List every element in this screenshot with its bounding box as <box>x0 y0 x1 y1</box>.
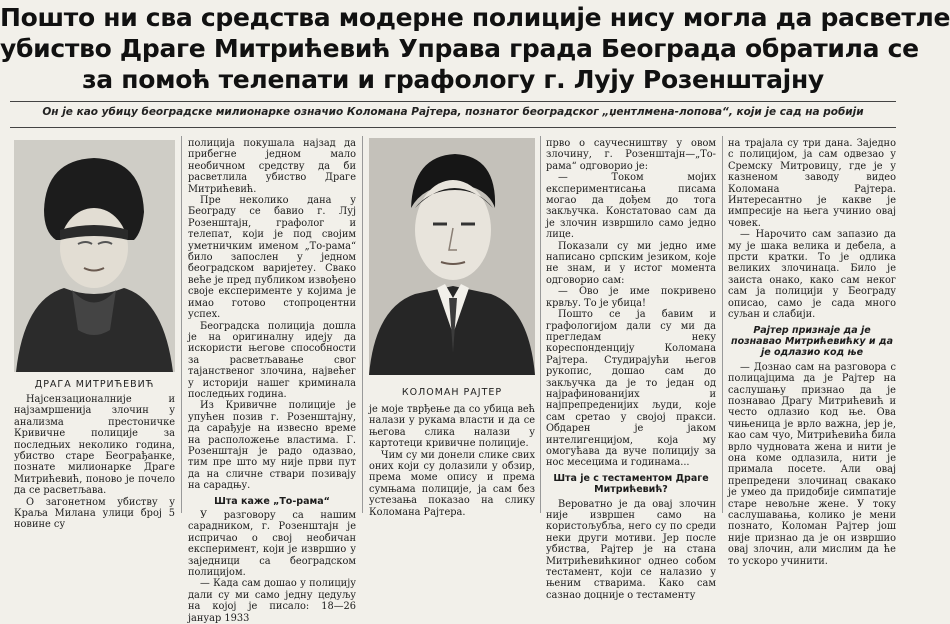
paragraph: Показали су ми једно име написано српским језиком, које не знам, и у истог момента одговорио сам: <box>546 240 716 286</box>
paragraph: Београдска полиција дошла је на оригиналну идеју да искористи његове способности за расветљавање свог тајанственог злочина, највећег у историји нашег криминала последњих година. <box>188 320 356 400</box>
sub-rule <box>10 127 896 128</box>
column-4 <box>728 138 896 567</box>
section-heading: Рајтер признаје да је познавао Митрићевићку и да је одлазио код ње <box>731 324 893 359</box>
column-1 <box>14 394 175 531</box>
paragraph: — Нарочито сам запазио да му је шака велика и дебела, а прсти кратки. То је одлика великих злочинаца. Било је заиста онако, како сам неког сам ја полицији у Београду описао, само је сада много суљан и слабији. <box>728 229 896 321</box>
paragraph: — Ово је име покривено крвљу. То је убица! <box>546 286 716 309</box>
paragraph: полиција покушала најзад да прибегне једном мало необичном средству да би расветлила убиство Драге Митрићевић. <box>188 138 356 195</box>
headline-line-2: убиство Драге Митрићевић Управа града Београда обратила се <box>0 34 919 63</box>
section-heading: Шта каже „То-рама“ <box>214 495 330 507</box>
paragraph: Чим су ми донели слике свих оних који су долазили у обзир, према моме опису и према сумњама полиције, ја сам без устезања показао на слику Коломана Рајтера. <box>369 449 535 518</box>
column-divider <box>362 136 363 513</box>
column-divider <box>722 136 723 513</box>
column-3 <box>546 138 716 601</box>
headline <box>0 2 950 95</box>
paragraph: Из Кривичне полиције је упућен позив г. Розенштајну, да сарађује на извесно време на расположење властима. Г. Розенштајн је радо одазвао, тим пре што му није први пут да на сличне ствари позивају на сарадњу. <box>188 400 356 492</box>
paragraph: на трајала су три дана. Заједно с полицијом, ја сам одвезао у Сремску Митровицу, где је у казненом заводу видео Коломана Рајтера. Интересантно је какве је импресије на њега учинио овај човек. <box>728 138 896 229</box>
column-divider <box>181 136 182 513</box>
column-under-photo <box>369 404 535 518</box>
caption-center-photo: КОЛОМАН РАЈТЕР <box>401 387 503 398</box>
column-divider <box>540 136 541 513</box>
portrait-image <box>369 138 535 375</box>
section-heading: Шта је с тестаментом Драге Митрићевић? <box>553 472 709 496</box>
portrait-koloman-rajter <box>369 138 535 375</box>
portrait-draga-mitricevic <box>14 140 175 372</box>
paragraph: — Када сам дошао у полицију дали су ми само једну цедуљу на којој је писало: 18—26 јануар 1933 <box>188 578 356 624</box>
headline-line-3: за помоћ телепати и графологу г. Лују Розенштајну <box>82 65 824 94</box>
paragraph: О загонетном убиству у Краља Милана улици број 5 новине су <box>14 496 175 531</box>
paragraph: прво о саучесништву у овом злочину, г. Розенштајн—„То-рама“ одговорио је: <box>546 138 716 172</box>
paragraph: Вероватно је да овај злочин није извршен само на користољубља, него су по среди неки други мотиви. Јер после убиства, Рајтер је на стана Митрићевићкиног однео собом тестамент, који се налазио у њеним стварима. Како сам сазнао доцније о тестаменту <box>546 498 716 601</box>
paragraph: Пошто се ја бавим и графологијом дали су ми да прегледам неку кореспонденцију Коломана Рајтера. Студирајући његов рукопис, дошао сам до закључка да је то један од најрафинованијих и најпрепреденијих људи, које сам сретао у својој пракси. Обдарен је јаком интелигенцијом, која му омогућава да вуче полицију за нос месецима и годинама... <box>546 309 716 469</box>
headline-line-1: Пошто ни сва средства модерне полиције нису могла да расветле <box>0 3 950 32</box>
paragraph: Пре неколико дана у Београду се бавио г. Луј Розенштајн, графолог и телепат, који је под својим уметничким именом „То-рама“ било запослен у једном београдском варијетеу. Свако веће је пред публиком извођено своје експерименте у којима је имао готово стопроцентни успех. <box>188 195 356 321</box>
paragraph: — Дознао сам на разговора с полицајцима да је Рајтер на саслушању признао да је познавао Драгу Митрићевић и често одлазио код ње. Ова чињеница је врло важна, јер је, као сам чуо, Митрићевића била врло чудновата жена и нити је она коме одлазила, нити је примала посете. Али овај препредени злочинац свакако је умео да придобије симпатије старе невољне жене. У току саслушавања, колико је мени познато, Коломан Рајтер још није признао да је он извршио овај злочин, али мислим да ће то ускоро учинити. <box>728 361 896 567</box>
column-2 <box>188 138 356 624</box>
paragraph: Најсензационалније и најзамршенија злочин у анализма престоничке Кривичне полиције за последњих неколико година, убиство старе Београђанке, познате милионарке Драге Митрићевић, поново је почело да се расветљава. <box>14 394 175 497</box>
portrait-image <box>14 140 175 372</box>
paragraph: је моје тврђење да со убица већ налази у рукама власти и да се његова слика налази у картотеци кривичне полиције. <box>369 404 535 450</box>
paragraph: — Током мојих експериментисања писама могао да дођем до тога закључка. Констатовао сам да је злочин извршило само једно лице. <box>546 172 716 241</box>
caption-left-photo: ДРАГА МИТРИЋЕВИЋ <box>34 379 155 390</box>
paragraph: У разговору са нашим сарадником, г. Розенштајн је испричао о свој необичан експеримент, који је извршио у заједници са београдском полицијом. <box>188 510 356 579</box>
top-rule <box>10 101 896 102</box>
subheadline: Он је као убицу београдске милионарке означио Коломана Рајтера, познатог београдског „џентлмена-лопова“, који је сад на робији <box>42 106 864 118</box>
